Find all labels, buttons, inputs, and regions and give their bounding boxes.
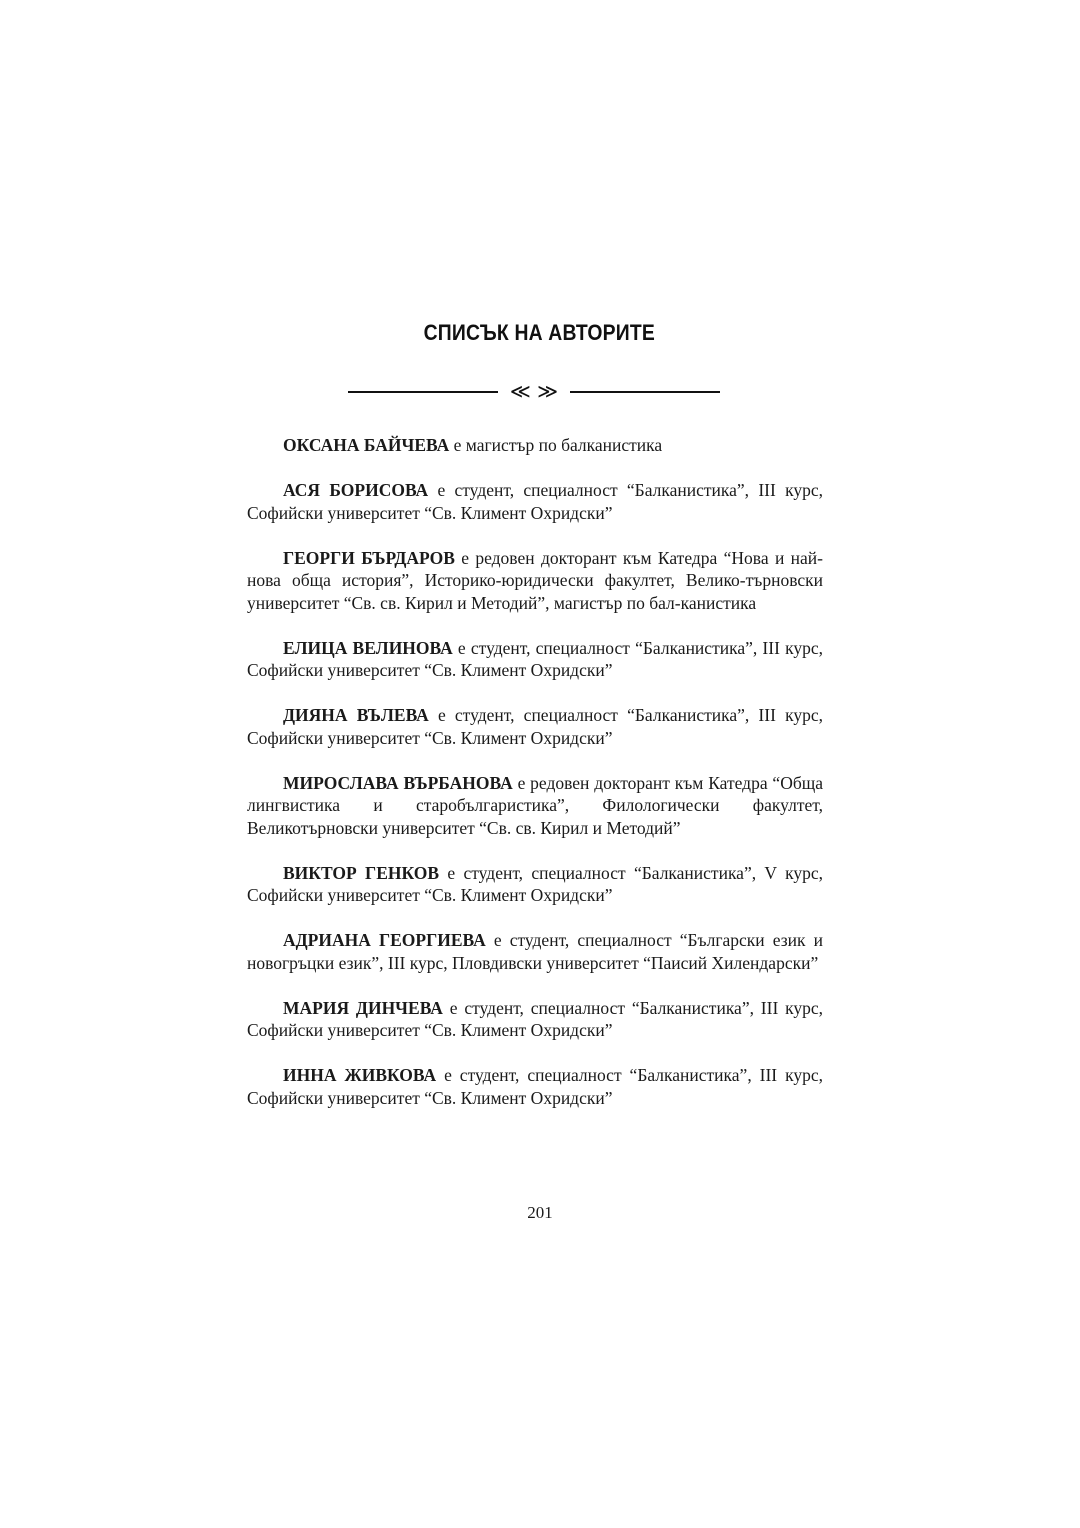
author-name: ЕЛИЦА ВЕЛИНОВА [283,637,453,658]
author-entry [247,862,823,907]
author-name: МАРИЯ ДИНЧЕВА [283,997,443,1018]
author-entry [247,772,823,840]
author-description: е редовен докторант към Катедра “Обща лингвистика и старобългаристика”, Филологически факултет, Великотърновски университет “Св. св. Кирил и Методий” [247,772,823,838]
author-entry [247,547,823,615]
page-title: СПИСЪК НА АВТОРИТЕ [423,320,655,345]
page-number: 201 [527,1203,553,1222]
author-entry [247,479,823,524]
author-description: е студент, специалност “Балканистика”, III курс, Софийски университет “Св. Климент Охридски” [247,637,823,680]
author-description: е студент, специалност “Български език и новогръцки език”, III курс, Пловдивски университет “Паисий Хилендарски” [247,930,823,973]
divider-rule-right [570,391,720,393]
author-description: е студент, специалност “Балканистика”, III курс, Софийски университет “Св. Климент Охридски” [247,705,823,748]
author-name: ОКСАНА БАЙЧЕВА [283,435,450,455]
author-description: е студент, специалност “Балканистика”, III курс, Софийски университет “Св. Климент Охридски” [247,480,823,523]
author-entry [247,637,823,682]
author-list [247,434,823,1132]
author-entry [247,929,823,974]
divider-rule-left [348,391,498,393]
double-chevron-divider-icon: ≪ ≫ [509,379,559,403]
author-description: е магистър по балканистика [449,435,663,455]
author-description: е студент, специалност “Балканистика”, V курс, Софийски университет “Св. Климент Охридски” [247,862,823,905]
author-name: ДИЯНА ВЪЛЕВА [283,705,429,725]
author-name: ИННА ЖИВКОВА [283,1065,437,1085]
author-name: АСЯ БОРИСОВА [283,480,429,500]
author-entry [247,997,823,1042]
title-divider [348,378,720,404]
author-description: е редовен докторант към Катедра “Нова и най-нова обща история”, Историко-юридически факултет, Велико-търновски университет “Св. св. Кирил и Методий”, магистър по бал-канистика [247,547,823,613]
author-entry [247,434,823,457]
author-name: ВИКТОР ГЕНКОВ [283,862,440,883]
author-entry [247,1064,823,1109]
author-name: МИРОСЛАВА ВЪРБАНОВА [283,772,513,793]
author-entry [247,704,823,749]
author-description: е студент, специалност “Балканистика”, III курс, Софийски университет “Св. Климент Охридски” [247,1065,824,1108]
author-name: ГЕОРГИ БЪРДАРОВ [283,547,455,568]
author-description: е студент, специалност “Балканистика”, III курс, Софийски университет “Св. Климент Охридски” [247,997,823,1040]
author-name: АДРИАНА ГЕОРГИЕВА [283,930,486,950]
